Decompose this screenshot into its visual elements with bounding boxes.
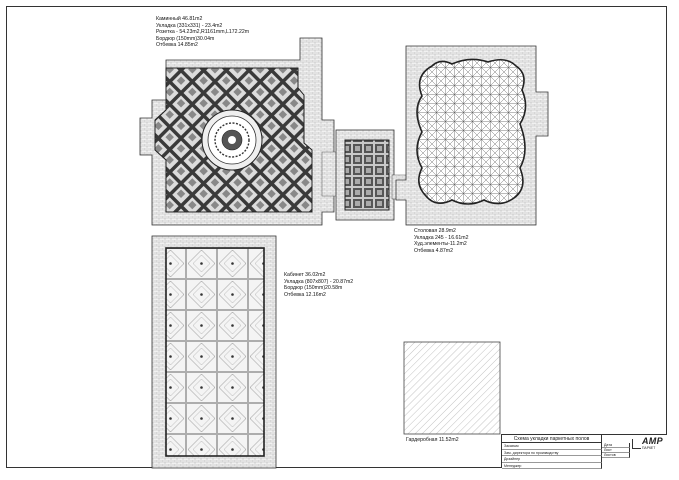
title-block — [501, 434, 667, 468]
kaminny-line: Розетка - 54.23m2,R1161mm,L172.22m — [156, 29, 250, 36]
logo-text: AMP — [642, 436, 663, 446]
garderob-room-plan — [404, 342, 500, 434]
title-cell: Листов — [602, 453, 630, 458]
company-logo — [632, 436, 666, 452]
kabinet-room-plan — [152, 236, 276, 468]
title-row: Зам. директора по производству — [502, 450, 602, 457]
title-row: Дизайнер — [502, 456, 602, 463]
garderob-label: Гардеробная 11.52m2 — [406, 437, 459, 443]
stolovaya-line: Укладка 245 - 16.61m2 — [414, 234, 469, 241]
kaminny-line: Каминный 46.81m2 — [156, 16, 203, 22]
logo-subtext: ПАРКЕТ — [642, 446, 656, 450]
kaminny-line: Отбевка 14.85m2 — [156, 42, 198, 49]
stolovaya-line: Столовая 28.9m2 — [414, 228, 456, 234]
title-cell: Дата — [602, 443, 630, 448]
logo-mark-icon — [632, 439, 641, 449]
stolovaya-line: Худ.элементы-11.2m2 — [414, 241, 467, 248]
stolovaya-line: Отбевка 4.87m2 — [414, 247, 453, 254]
kaminny-line: Бордюр (150mm)30.04m — [156, 35, 215, 42]
kabinet-line: Отбевка 12.16m2 — [284, 291, 326, 298]
kaminny-room-plan — [140, 35, 334, 225]
kabinet-label — [284, 272, 353, 298]
kaminny-line: Укладка (331x331) - 23.4m2 — [156, 22, 223, 29]
title-row: Заказчик — [502, 443, 602, 450]
kabinet-line: Кабинет 36.02m2 — [284, 272, 326, 278]
stolovaya-room-plan — [396, 46, 548, 225]
title-cell: Лист — [602, 448, 630, 453]
kabinet-line: Бордюр (150mm)20.58m — [284, 285, 343, 292]
corridor-plan — [322, 130, 408, 220]
kabinet-line: Укладка (807x807) - 20.87m2 — [284, 278, 354, 285]
drawing-title: Схема укладки паркетных полов — [502, 435, 602, 443]
stolovaya-label — [414, 228, 469, 254]
title-row: Менеджер — [502, 463, 602, 470]
kaminny-label — [156, 16, 249, 49]
